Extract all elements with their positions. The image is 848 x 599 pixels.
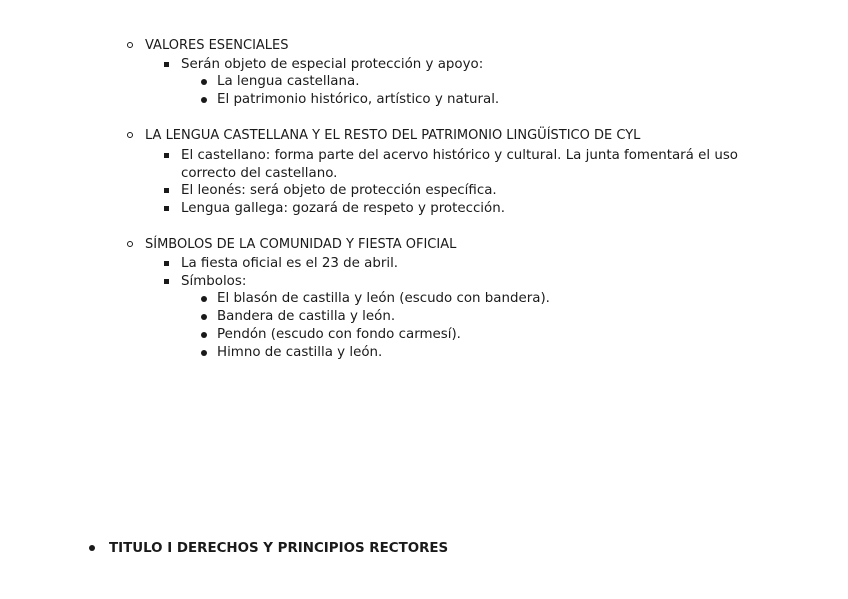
sub-list-item: [217, 290, 550, 308]
list-item: [181, 56, 781, 74]
round-bullet-icon: [89, 545, 95, 551]
sub-list-item-text: Himno de castilla y león.: [217, 345, 383, 360]
section-heading-text: VALORES ESENCIALES: [145, 38, 289, 53]
list-item: [181, 182, 781, 200]
list-item-text: El leonés: será objeto de protección específica.: [181, 183, 497, 198]
sub-list-item: [217, 91, 499, 109]
sub-list-item: [217, 308, 395, 326]
round-bullet-icon: [201, 97, 207, 103]
sub-list-item-text: El patrimonio histórico, artístico y natural.: [217, 92, 500, 107]
hollow-bullet-icon: [127, 241, 133, 247]
chapter-title-text: TITULO I DERECHOS Y PRINCIPIOS RECTORES: [109, 541, 449, 556]
square-bullet-icon: [164, 261, 169, 266]
list-item: [181, 273, 781, 291]
list-item-text: El castellano: forma parte del acervo histórico y cultural. La junta fomentará el uso correcto del castellano.: [181, 148, 738, 181]
section-heading-text: LA LENGUA CASTELLANA Y EL RESTO DEL PATRIMONIO LINGÜÍSTICO DE CYL: [145, 128, 641, 143]
round-bullet-icon: [201, 332, 207, 338]
chapter-title: [109, 540, 448, 557]
sub-list-item-text: Bandera de castilla y león.: [217, 309, 396, 324]
sub-list-item: [217, 326, 461, 344]
list-item: [181, 255, 781, 273]
list-item: [181, 147, 781, 182]
hollow-bullet-icon: [127, 42, 133, 48]
list-item-text: Serán objeto de especial protección y apoyo:: [181, 57, 484, 72]
section-heading: [145, 127, 640, 144]
list-item: [181, 200, 781, 218]
square-bullet-icon: [164, 279, 169, 284]
round-bullet-icon: [201, 296, 207, 302]
round-bullet-icon: [201, 79, 207, 85]
sub-list-item-text: Pendón (escudo con fondo carmesí).: [217, 327, 461, 342]
sub-list-item: [217, 344, 382, 362]
sub-list-item: [217, 73, 359, 91]
list-item-text: Símbolos:: [181, 274, 247, 289]
sub-list-item-text: El blasón de castilla y león (escudo con bandera).: [217, 291, 550, 306]
list-item-text: La fiesta oficial es el 23 de abril.: [181, 256, 399, 271]
hollow-bullet-icon: [127, 132, 133, 138]
square-bullet-icon: [164, 153, 169, 158]
list-item-text: Lengua gallega: gozará de respeto y protección.: [181, 201, 505, 216]
square-bullet-icon: [164, 188, 169, 193]
round-bullet-icon: [201, 350, 207, 356]
square-bullet-icon: [164, 206, 169, 211]
section-heading-text: SÍMBOLOS DE LA COMUNIDAD Y FIESTA OFICIAL: [145, 237, 457, 252]
square-bullet-icon: [164, 62, 169, 67]
round-bullet-icon: [201, 314, 207, 320]
sub-list-item-text: La lengua castellana.: [217, 74, 360, 89]
section-heading: [145, 236, 456, 253]
section-heading: [145, 37, 289, 54]
